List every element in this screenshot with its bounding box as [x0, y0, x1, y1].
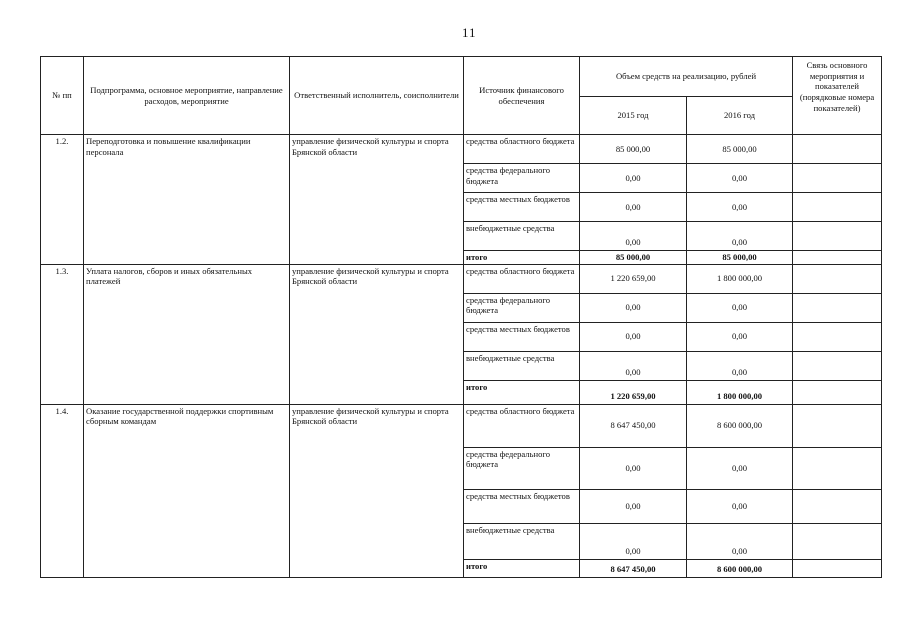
value-2015: 0,00: [580, 489, 687, 523]
executor-name: управление физической культуры и спорта Брянской области: [290, 135, 464, 265]
row-number: 1.2.: [41, 135, 84, 265]
total-2016: 1 800 000,00: [687, 380, 793, 404]
value-2015: 0,00: [580, 293, 687, 322]
link-cell: [793, 559, 882, 577]
value-2015: 0,00: [580, 222, 687, 251]
header-link: Связь основного мероприятия и показателей (порядковые номера показателей): [793, 57, 882, 135]
source-label: средства местных бюджетов: [464, 322, 580, 351]
value-2015: 0,00: [580, 351, 687, 380]
link-cell: [793, 264, 882, 293]
link-cell: [793, 447, 882, 489]
value-2016: 85 000,00: [687, 135, 793, 164]
link-cell: [793, 404, 882, 447]
executor-name: управление физической культуры и спорта Брянской области: [290, 404, 464, 577]
header-source: Источник финансового обеспечения: [464, 57, 580, 135]
source-label: средства областного бюджета: [464, 404, 580, 447]
executor-name: управление физической культуры и спорта Брянской области: [290, 264, 464, 404]
total-label: итого: [464, 251, 580, 265]
value-2015: 0,00: [580, 322, 687, 351]
row-number: 1.4.: [41, 404, 84, 577]
source-label: средства федерального бюджета: [464, 447, 580, 489]
total-label: итого: [464, 380, 580, 404]
value-2016: 0,00: [687, 164, 793, 193]
link-cell: [793, 293, 882, 322]
table-row: [41, 404, 882, 447]
total-2016: 8 600 000,00: [687, 559, 793, 577]
value-2016: 8 600 000,00: [687, 404, 793, 447]
subprogram-name: Уплата налогов, сборов и иных обязательных платежей: [84, 264, 290, 404]
link-cell: [793, 489, 882, 523]
link-cell: [793, 251, 882, 265]
header-year-2015: 2015 год: [580, 97, 687, 135]
value-2015: 85 000,00: [580, 135, 687, 164]
link-cell: [793, 380, 882, 404]
source-label: средства областного бюджета: [464, 135, 580, 164]
value-2015: 8 647 450,00: [580, 404, 687, 447]
header-year-2016: 2016 год: [687, 97, 793, 135]
total-2015: 8 647 450,00: [580, 559, 687, 577]
subprogram-name: Оказание государственной поддержки спортивным сборным командам: [84, 404, 290, 577]
value-2016: 0,00: [687, 193, 793, 222]
total-2015: 85 000,00: [580, 251, 687, 265]
table-row: [41, 135, 882, 164]
value-2016: 0,00: [687, 351, 793, 380]
link-cell: [793, 351, 882, 380]
total-2015: 1 220 659,00: [580, 380, 687, 404]
source-label: средства местных бюджетов: [464, 193, 580, 222]
total-label: итого: [464, 559, 580, 577]
link-cell: [793, 135, 882, 164]
value-2015: 1 220 659,00: [580, 264, 687, 293]
header-subprogram: Подпрограмма, основное мероприятие, направление расходов, мероприятие: [84, 57, 290, 135]
table-row: [41, 264, 882, 293]
value-2016: 0,00: [687, 322, 793, 351]
page-number: 11: [462, 25, 477, 40]
value-2015: 0,00: [580, 523, 687, 559]
source-label: внебюджетные средства: [464, 523, 580, 559]
value-2015: 0,00: [580, 193, 687, 222]
value-2016: 1 800 000,00: [687, 264, 793, 293]
value-2015: 0,00: [580, 447, 687, 489]
total-2016: 85 000,00: [687, 251, 793, 265]
header-executor: Ответственный исполнитель, соисполнители: [290, 57, 464, 135]
link-cell: [793, 322, 882, 351]
value-2016: 0,00: [687, 489, 793, 523]
source-label: средства областного бюджета: [464, 264, 580, 293]
link-cell: [793, 193, 882, 222]
source-label: средства федерального бюджета: [464, 164, 580, 193]
source-label: внебюджетные средства: [464, 222, 580, 251]
value-2016: 0,00: [687, 293, 793, 322]
value-2016: 0,00: [687, 523, 793, 559]
row-number: 1.3.: [41, 264, 84, 404]
header-volume: Объем средств на реализацию, рублей: [580, 57, 793, 97]
link-cell: [793, 523, 882, 559]
link-cell: [793, 164, 882, 193]
value-2016: 0,00: [687, 222, 793, 251]
source-label: средства федерального бюджета: [464, 293, 580, 322]
source-label: средства местных бюджетов: [464, 489, 580, 523]
value-2016: 0,00: [687, 447, 793, 489]
source-label: внебюджетные средства: [464, 351, 580, 380]
subprogram-name: Переподготовка и повышение квалификации персонала: [84, 135, 290, 265]
link-cell: [793, 222, 882, 251]
value-2015: 0,00: [580, 164, 687, 193]
header-no: № пп: [41, 57, 84, 135]
funding-table: [40, 56, 882, 578]
